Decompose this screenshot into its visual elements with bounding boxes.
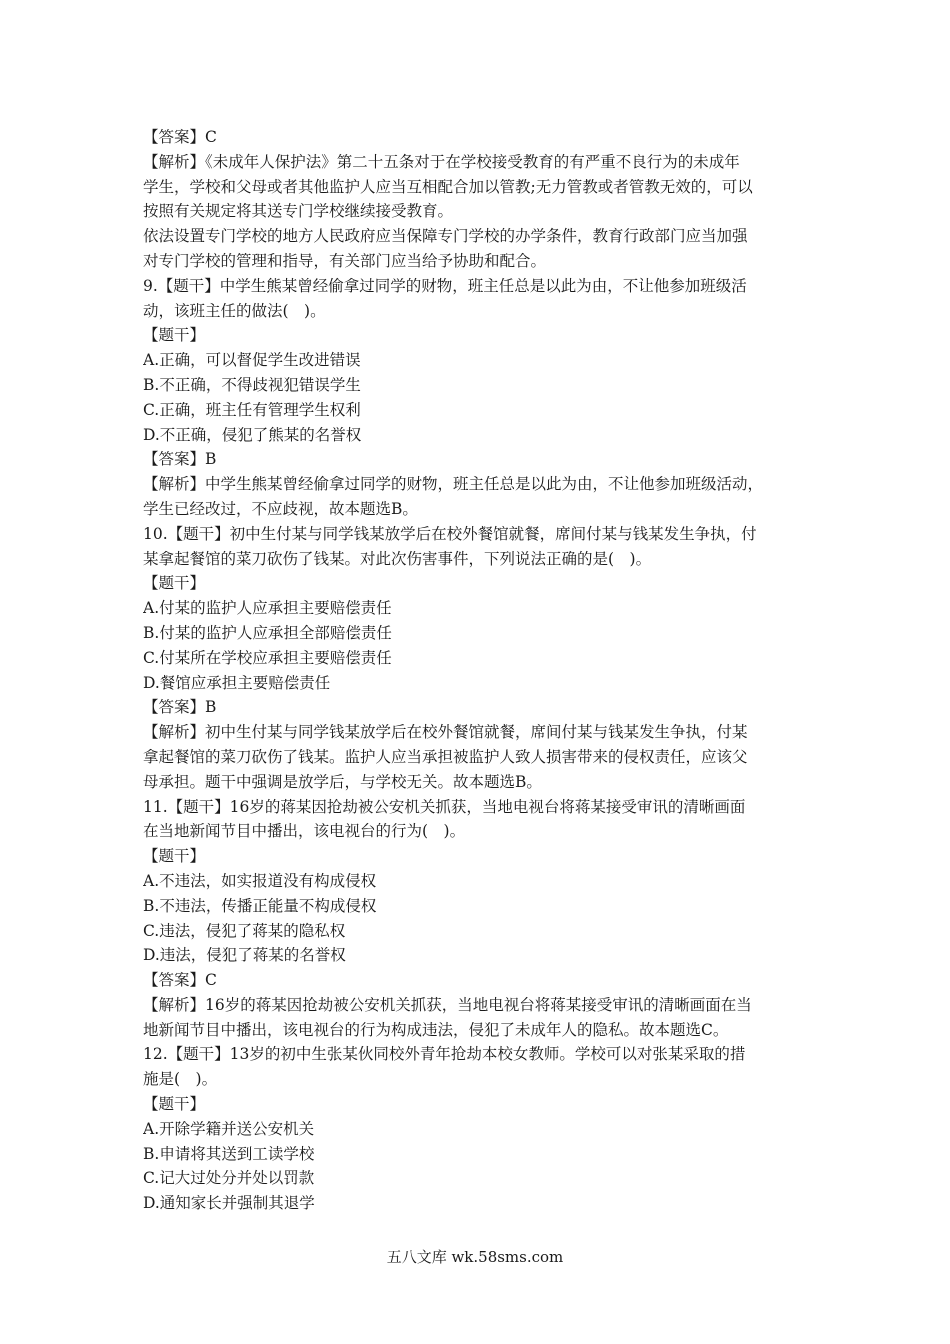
analysis-line: 依法设置专门学校的地方人民政府应当保障专门学校的办学条件，教育行政部门应当加强 — [143, 227, 748, 246]
answer-line: 【答案】B — [143, 698, 217, 717]
analysis-line: 【解析】初中生付某与同学钱某放学后在校外餐馆就餐，席间付某与钱某发生争执，付某 — [143, 723, 748, 742]
question-stem: 施是( )。 — [143, 1070, 218, 1089]
page-footer: 五八文库 wk.58sms.com — [386, 1248, 564, 1266]
option-b: B.不正确，不得歧视犯错误学生 — [143, 375, 361, 394]
analysis-line: 学生，学校和父母或者其他监护人应当互相配合加以管教;无力管教或者管教无效的，可以 — [143, 177, 753, 196]
analysis-line: 母承担。题干中强调是放学后，与学校无关。故本题选B。 — [143, 772, 542, 791]
option-b: B.付某的监护人应承担全部赔偿责任 — [143, 623, 392, 642]
question-stem: 12.【题干】13岁的初中生张某伙同校外青年抢劫本校女教师。学校可以对张某采取的措 — [143, 1045, 746, 1064]
option-b: B.不违法，传播正能量不构成侵权 — [143, 896, 377, 915]
stem-label: 【题干】 — [143, 847, 206, 866]
option-b: B.申请将其送到工读学校 — [143, 1144, 315, 1163]
answer-line: 【答案】C — [143, 971, 217, 990]
analysis-line: 地新闻节目中播出，该电视台的行为构成违法，侵犯了未成年人的隐私。故本题选C。 — [143, 1020, 729, 1039]
option-d: D.通知家长并强制其退学 — [143, 1194, 315, 1213]
analysis-line: 【解析】中学生熊某曾经偷拿过同学的财物，班主任总是以此为由，不让他参加班级活动， — [143, 475, 764, 494]
question-stem: 10.【题干】初中生付某与同学钱某放学后在校外餐馆就餐，席间付某与钱某发生争执，付 — [143, 524, 757, 543]
option-c: C.记大过处分并处以罚款 — [143, 1169, 315, 1188]
option-d: D.餐馆应承担主要赔偿责任 — [143, 673, 331, 692]
question-stem: 动，该班主任的做法( )。 — [143, 301, 326, 320]
option-a: A.付某的监护人应承担主要赔偿责任 — [143, 599, 392, 618]
option-c: C.付某所在学校应承担主要赔偿责任 — [143, 648, 392, 667]
option-c: C.正确，班主任有管理学生权利 — [143, 400, 361, 419]
option-a: A.正确，可以督促学生改进错误 — [143, 351, 361, 370]
stem-label: 【题干】 — [143, 326, 206, 345]
analysis-line: 按照有关规定将其送专门学校继续接受教育。 — [143, 202, 454, 221]
option-d: D.违法，侵犯了蒋某的名誉权 — [143, 946, 346, 965]
option-c: C.违法，侵犯了蒋某的隐私权 — [143, 921, 346, 940]
stem-label: 【题干】 — [143, 1095, 206, 1114]
question-stem: 在当地新闻节目中播出，该电视台的行为( )。 — [143, 822, 466, 841]
question-stem: 某拿起餐馆的菜刀砍伤了钱某。对此次伤害事件，下列说法正确的是( )。 — [143, 549, 652, 568]
analysis-line: 学生已经改过，不应歧视，故本题选B。 — [143, 499, 418, 518]
question-stem: 9.【题干】中学生熊某曾经偷拿过同学的财物，班主任总是以此为由，不让他参加班级活 — [143, 276, 747, 295]
analysis-line: 【解析】16岁的蒋某因抢劫被公安机关抓获，当地电视台将蒋某接受审讯的清晰画面在当 — [143, 995, 752, 1014]
analysis-line: 【解析】《未成年人保护法》第二十五条对于在学校接受教育的有严重不良行为的未成年 — [143, 152, 740, 171]
analysis-line: 对专门学校的管理和指导，有关部门应当给予协助和配合。 — [143, 251, 547, 270]
option-d: D.不正确，侵犯了熊某的名誉权 — [143, 425, 362, 444]
answer-line: 【答案】C — [143, 128, 217, 146]
option-a: A.开除学籍并送公安机关 — [143, 1119, 315, 1138]
analysis-line: 拿起餐馆的菜刀砍伤了钱某。监护人应当承担被监护人致人损害带来的侵权责任，应该父 — [143, 747, 748, 766]
stem-label: 【题干】 — [143, 574, 206, 593]
question-stem: 11.【题干】16岁的蒋某因抢劫被公安机关抓获，当地电视台将蒋某接受审讯的清晰画面 — [143, 797, 746, 816]
option-a: A.不违法，如实报道没有构成侵权 — [143, 871, 377, 890]
answer-line: 【答案】B — [143, 450, 217, 469]
document-body — [143, 125, 811, 1216]
